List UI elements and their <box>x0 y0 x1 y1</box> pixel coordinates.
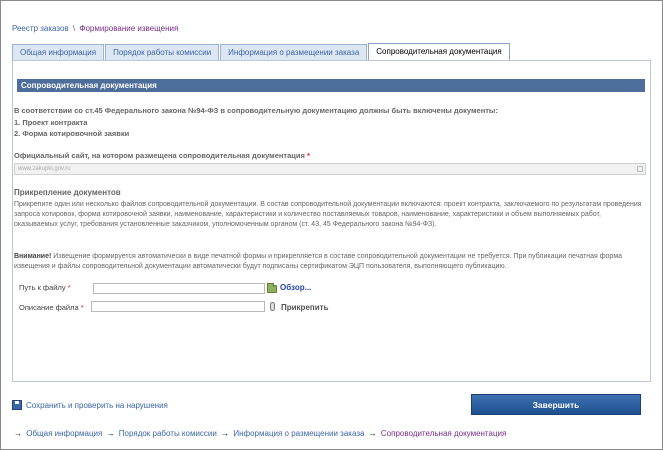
warning-label: Внимание! <box>14 253 52 260</box>
step-general-info[interactable]: Общая информация <box>26 429 103 438</box>
site-label-text: Официальный сайт, на котором размещена сопроводительная документация <box>14 151 305 160</box>
arrow-right-icon: → <box>368 429 377 438</box>
file-path-required-mark: * <box>67 283 71 292</box>
paperclip-icon[interactable] <box>270 302 275 311</box>
finish-button[interactable]: Завершить <box>471 394 641 415</box>
site-label <box>14 151 310 160</box>
file-desc-label <box>19 303 84 312</box>
tab-bar <box>12 43 511 60</box>
tab-commission-procedure[interactable]: Порядок работы комиссии <box>105 44 219 60</box>
file-description-input[interactable] <box>91 301 265 312</box>
file-path-label-text: Путь к файлу <box>19 283 66 292</box>
intro-text: В соответствии со ст.45 Федерального закона №94-ФЗ в сопроводительную документацию должны быть включены документы: <box>14 106 498 115</box>
step-accompanying-docs: Сопроводительная документация <box>380 429 507 438</box>
required-mark: * <box>306 151 310 160</box>
warning-text: Извещение формируется автоматически в виде печатной формы и прикрепляется в составе сопроводительной документации не требуется. При публикации печатная форма извещения и файлы сопроводительной документации автоматически будут подписаны сертификатом ЭЦП пользователя, выполняющего публикацию. <box>14 253 623 270</box>
breadcrumb-current: Формирование извещения <box>79 24 179 33</box>
file-desc-required-mark: * <box>80 303 84 312</box>
tab-order-placement-info[interactable]: Информация о размещении заказа <box>220 44 367 60</box>
arrow-right-icon: → <box>221 429 230 438</box>
tab-accompanying-docs[interactable]: Сопроводительная документация <box>368 43 509 60</box>
warning-paragraph <box>14 252 646 272</box>
doc-item-contract: 1. Проект контракта <box>14 118 88 127</box>
file-path-input[interactable] <box>93 283 265 294</box>
arrow-right-icon: → <box>106 429 115 438</box>
section-header: Сопроводительная документация <box>17 79 645 92</box>
official-site-field[interactable] <box>14 163 646 175</box>
content-panel <box>12 60 651 382</box>
step-commission-procedure[interactable]: Порядок работы комиссии <box>118 429 217 438</box>
save-and-check-link[interactable]: Сохранить и проверить на нарушения <box>26 400 168 410</box>
attach-description: Прикрепите один или несколько файлов сопроводительной документации. В состав сопроводительной документации включаются: проект контракта, заключаемого по результатам проведения запроса котировок, форма котировочной заявки, наименование, характеристики и количество поставляемых товаров, наименование, характеристики и объем выполняемых работ, оказываемых услуг, требования установленные заказчиком, уполномоченным органом (ст. 43, 45 Федерального закона №94-ФЗ). <box>14 201 642 228</box>
save-row <box>12 400 168 410</box>
doc-item-quote-form: 2. Форма котировочной заявки <box>14 129 130 138</box>
attach-title: Прикрепление документов <box>14 188 121 197</box>
file-path-label <box>19 283 71 292</box>
folder-icon[interactable] <box>267 285 277 293</box>
step-navigation <box>12 429 506 438</box>
file-desc-label-text: Описание файла <box>19 303 79 312</box>
attach-button[interactable]: Прикрепить <box>281 303 329 312</box>
breadcrumb-parent-link[interactable]: Реестр заказов <box>12 24 69 33</box>
field-toggle-icon <box>637 166 643 172</box>
step-order-placement-info[interactable]: Информация о размещении заказа <box>233 429 365 438</box>
arrow-right-icon: → <box>14 429 22 438</box>
breadcrumb <box>12 24 178 33</box>
browse-link[interactable]: Обзор... <box>280 283 312 292</box>
save-icon[interactable] <box>12 400 22 410</box>
official-site-value: www.zakupki.gov.ru <box>18 166 71 172</box>
breadcrumb-separator: \ <box>72 24 76 33</box>
tab-general-info[interactable]: Общая информация <box>12 44 104 60</box>
